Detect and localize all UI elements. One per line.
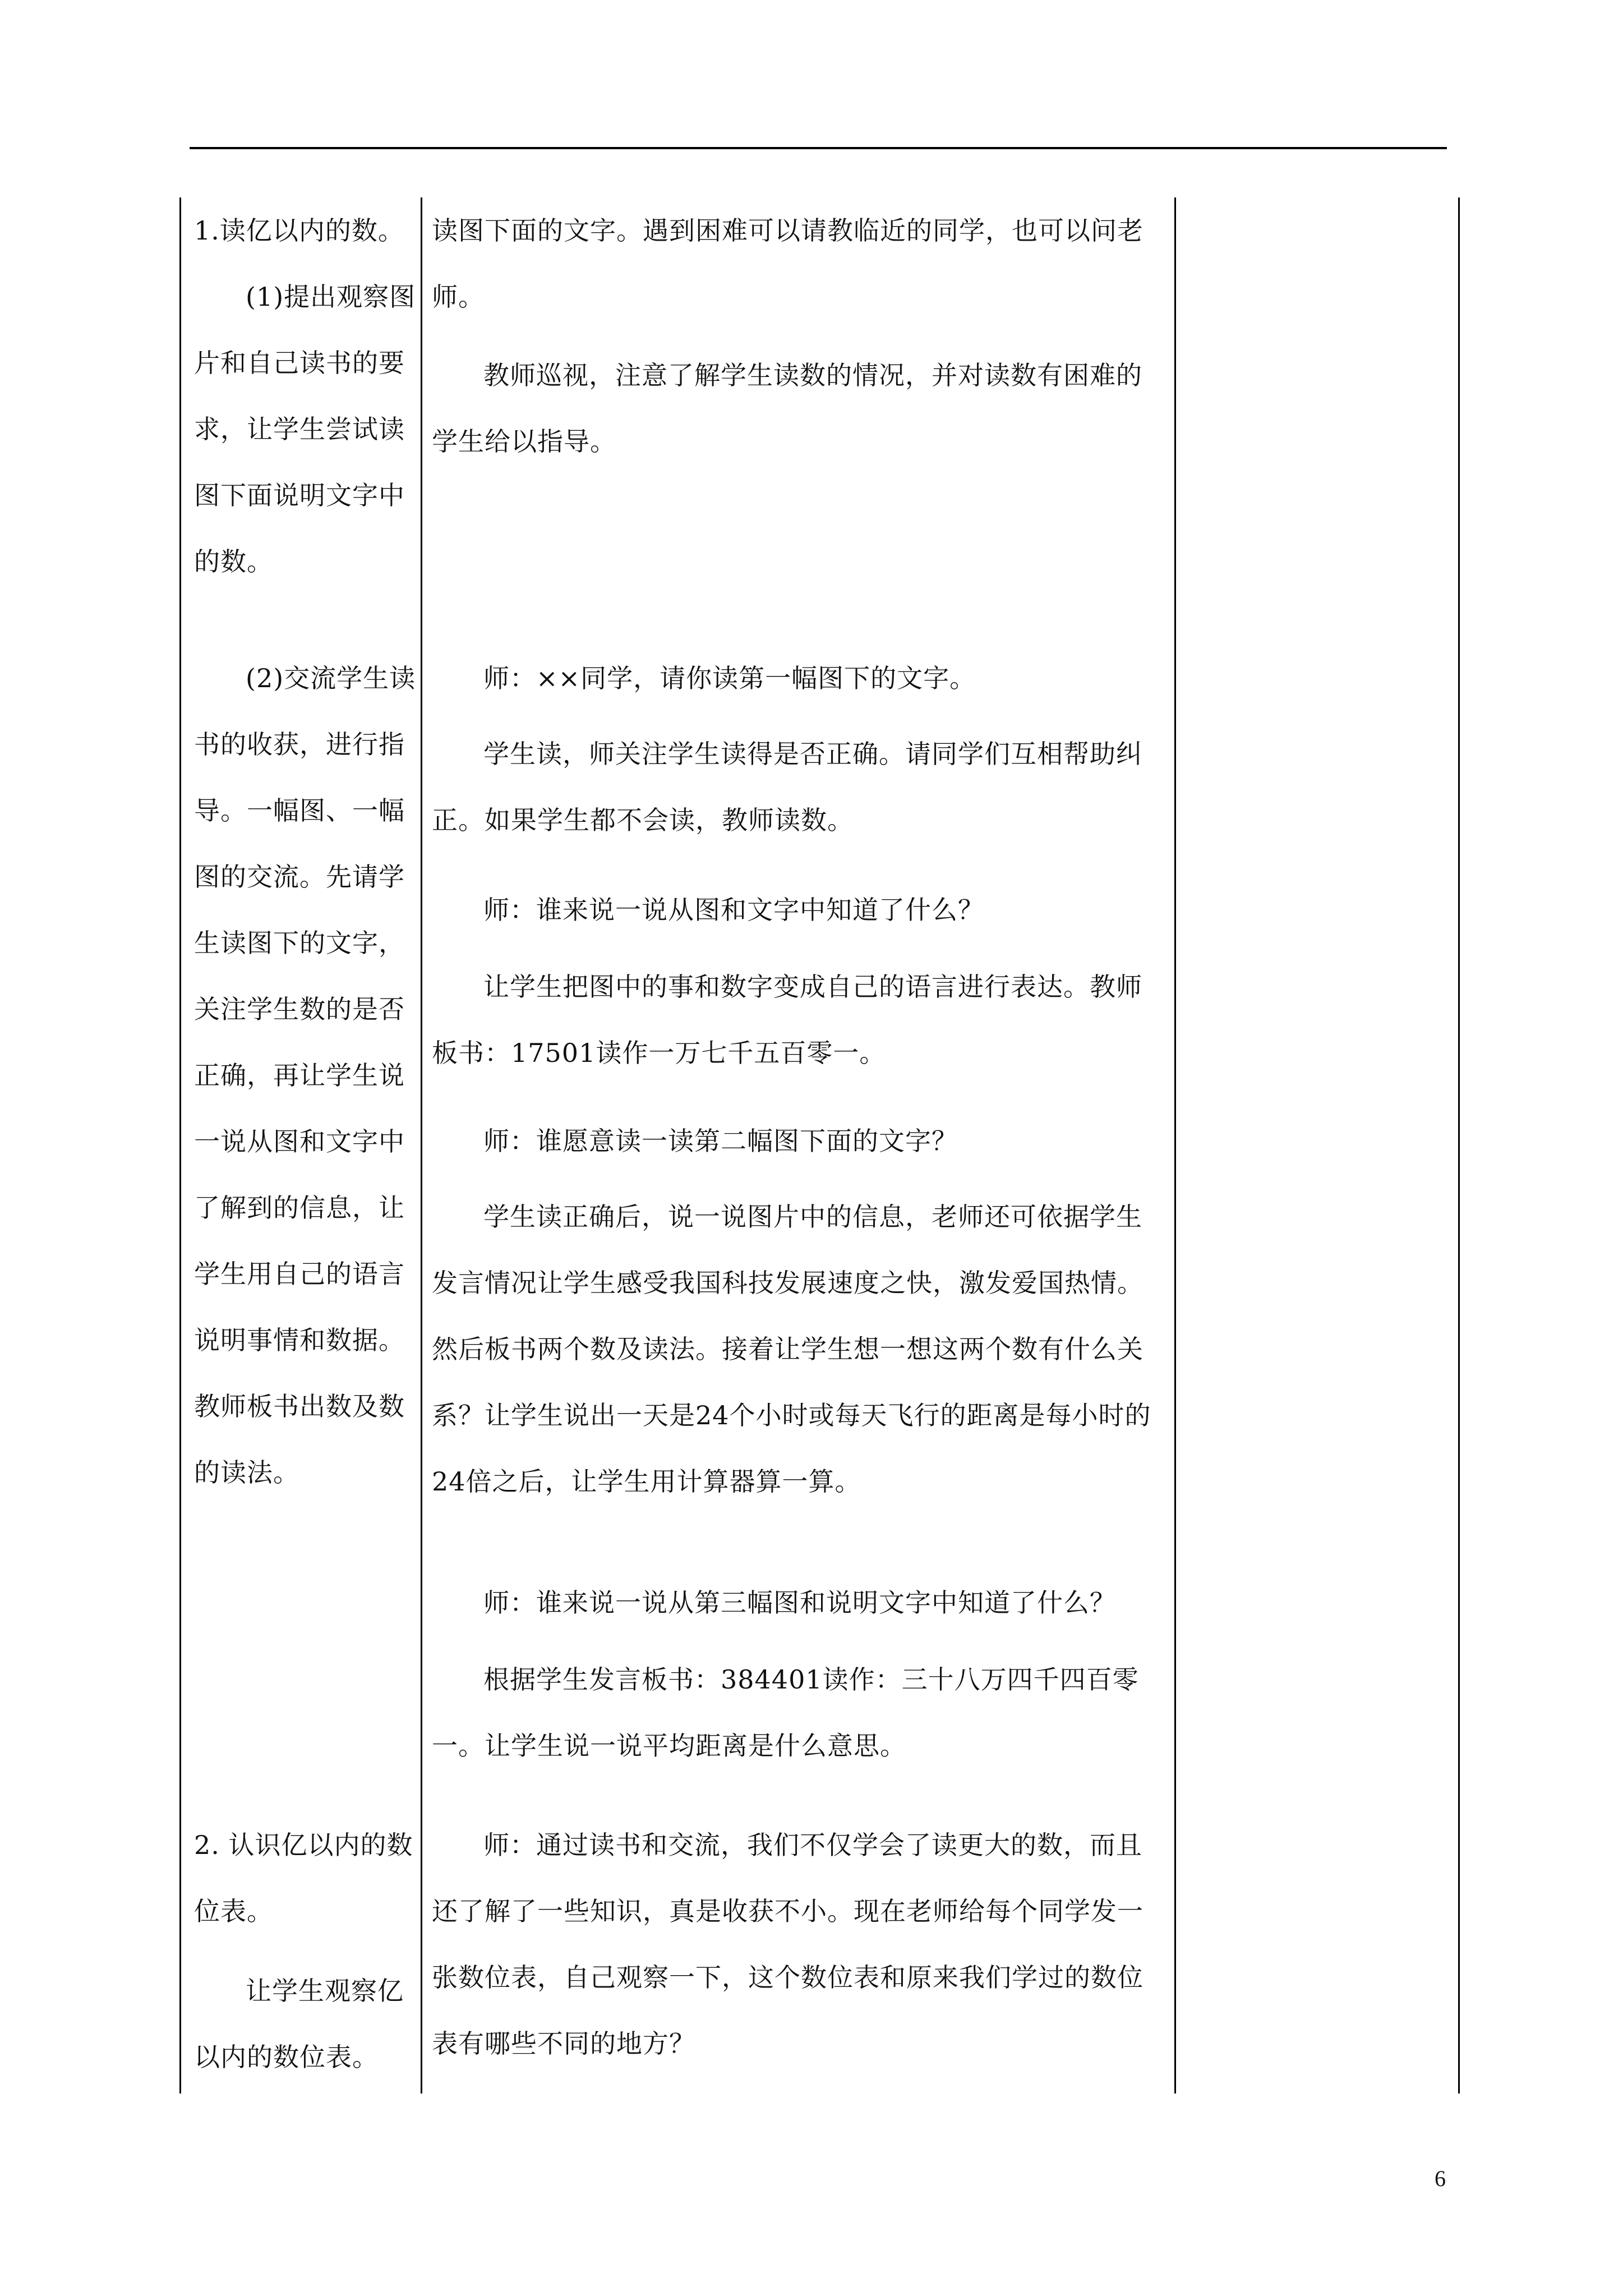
right-column-paragraph: 教师巡视，注意了解学生读数的情况，并对读数有困难的学生给以指导。 <box>432 360 1142 457</box>
page-number: 6 <box>1435 2166 1446 2191</box>
table-divider-2 <box>1174 197 1176 2093</box>
left-column-paragraph: (2)交流学生读书的收获，进行指导。一幅图、一幅图的交流。先请学生读图下的文字，关注学生数的是否正确，再让学生说一说从图和文字中了解到的信息，让学生用自己的语言说明事情和数据。教师板书出数及数的读法。 <box>194 663 416 1488</box>
right-column-paragraph: 读图下面的文字。遇到困难可以请教临近的同学，也可以问老师。 <box>432 215 1144 312</box>
right-column-paragraph: 让学生把图中的事和数字变成自己的语言进行表达。教师板书：17501读作一万七千五百零一。 <box>432 972 1142 1068</box>
header-rule <box>190 147 1447 149</box>
table-border-left <box>179 197 181 2093</box>
right-column-paragraph: 师：谁愿意读一读第二幅图下面的文字？ <box>483 1126 958 1156</box>
left-column-paragraph: 让学生观察亿以内的数位表。 <box>194 1976 404 2072</box>
left-column-paragraph: 1.读亿以内的数。 <box>194 215 404 246</box>
right-column-paragraph: 学生读，师关注学生读得是否正确。请同学们互相帮助纠正。如果学生都不会读，教师读数。 <box>432 739 1142 835</box>
right-column-paragraph: 根据学生发言板书：384401读作：三十八万四千四百零一。让学生说一说平均距离是什么意思。 <box>432 1664 1139 1761</box>
right-column-paragraph: 师：谁来说一说从图和文字中知道了什么？ <box>483 895 984 925</box>
right-column-paragraph: 师：通过读书和交流，我们不仅学会了读更大的数，而且还了解了一些知识，真是收获不小。现在老师给每个同学发一张数位表，自己观察一下，这个数位表和原来我们学过的数位表有哪些不同的地方？ <box>432 1830 1144 2059</box>
left-column-paragraph: (1)提出观察图片和自己读书的要求，让学生尝试读图下面说明文字中的数。 <box>194 282 416 577</box>
right-column-paragraph: 师：××同学，请你读第一幅图下的文字。 <box>483 663 976 693</box>
table-border-right <box>1458 197 1460 2093</box>
right-column-paragraph: 学生读正确后，说一说图片中的信息，老师还可依据学生发言情况让学生感受我国科技发展速度之快，激发爱国热情。然后板书两个数及读法。接着让学生想一想这两个数有什么关系？让学生说出一天是24个小时或每天飞行的距离是每小时的24倍之后，让学生用计算器算一算。 <box>432 1202 1151 1497</box>
table-divider-1 <box>421 197 422 2093</box>
left-column-paragraph: 2. 认识亿以内的数位表。 <box>194 1830 413 1926</box>
right-column-paragraph: 师：谁来说一说从第三幅图和说明文字中知道了什么？ <box>483 1588 1116 1618</box>
